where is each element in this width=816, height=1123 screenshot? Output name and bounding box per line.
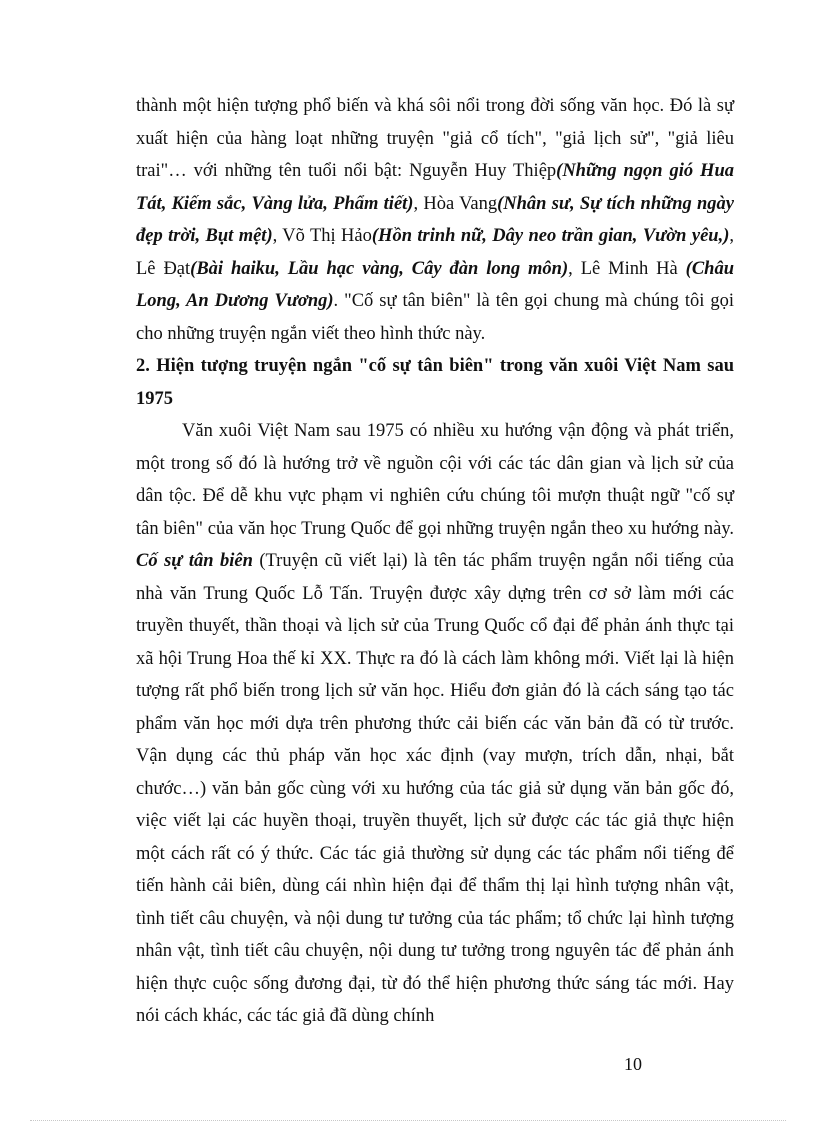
paragraph-intro [136,90,734,350]
section-heading: 2. Hiện tượng truyện ngắn "cố sự tân biên" trong văn xuôi Việt Nam sau 1975 [136,356,734,409]
text-run: Văn xuôi Việt Nam sau 1975 có nhiều xu hướng vận động và phát triển, một trong số đó là hướng trở về nguồn cội với các tác dân gian và lịch sử của dân tộc. Để dễ khu vực phạm vi nghiên cứu chúng tôi mượn thuật ngữ "cố sự tân biên" của văn học Trung Quốc để gọi những truyện ngắn theo xu hướng này. [136,421,734,539]
paragraph-main [136,415,734,1033]
text-run: , Lê Minh Hà [568,258,686,279]
text-run: (Truyện cũ viết lại) là tên tác phẩm truyện ngắn nổi tiếng của nhà văn Trung Quốc Lỗ Tấn. Truyện được xây dựng trên cơ sở làm mới các truyền thuyết, thần thoại và lịch sử của Trung Quốc cổ đại để phản ánh thực tại xã hội Trung Hoa thế kỉ XX. Thực ra đó là cách làm không mới. Viết lại là hiện tượng rất phổ biến trong lịch sử văn học. Hiểu đơn giản đó là cách sáng tạo tác phẩm văn học mới dựa trên phương thức cải biến các văn bản đã có từ trước. Vận dụng các thủ pháp văn học xác định (vay mượn, trích dẫn, nhại, bắt chước…) văn bản gốc cùng với xu hướng của tác giả sử dụng văn bản gốc đó, việc viết lại các huyền thoại, truyền thuyết, lịch sử được các tác giả thực hiện một cách rất có ý thức. Các tác giả thường sử dụng các tác phẩm nổi tiếng để tiến hành cải biên, dùng cái nhìn hiện đại để thẩm thị lại hình tượng nhân vật, tình tiết câu chuyện, và nội dung tư tưởng của tác phẩm; tổ chức lại hình tượng nhân vật, tình tiết câu chuyện, nội dung tư tưởng trong nguyên tác để phản ánh hiện thực cuộc sống đương đại, từ đó thể hiện phương thức sáng tác mới. Hay nói cách khác, các tác giả đã dùng chính [136,551,734,1026]
page-bottom-divider [30,1120,786,1121]
text-run: thành một hiện tượng phổ biến và khá sôi nổi trong đời sống văn học. Đó là sự xuất hiện của hàng loạt những truyện "giả cổ tích", "giả lịch sử", "giả liêu trai"… với những tên tuổi nổi bật: Nguyễn Huy Thiệp [136,96,734,181]
work-title-co-su-tan-bien: Cố sự tân biên [136,551,253,571]
work-titles-le-minh-ha: (Châu Long, An Dương Vương) [136,258,734,311]
work-titles-nguyen-huy-thiep: (Những ngọn gió Hua Tát, Kiếm sắc, Vàng lửa, Phẩm tiết) [136,161,734,214]
page-body [136,90,734,1033]
page-number: 10 [624,1054,642,1074]
text-run: , Lê Đạt [136,226,734,279]
work-titles-hoa-vang: (Nhân sư, Sự tích những ngày đẹp trời, Bụt mệt) [136,193,735,246]
text-run: , Võ Thị Hảo [272,226,372,246]
text-run: . "Cố sự tân biên" là tên gọi chung mà chúng tôi gọi cho những truyện ngắn viết theo hình thức này. [136,291,734,344]
work-titles-vo-thi-hao: (Hồn trinh nữ, Dây neo trần gian, Vườn yêu,) [371,226,730,246]
work-titles-le-dat: (Bài haiku, Lầu hạc vàng, Cây đàn long môn) [190,258,569,279]
text-run: , Hòa Vang [413,193,498,214]
